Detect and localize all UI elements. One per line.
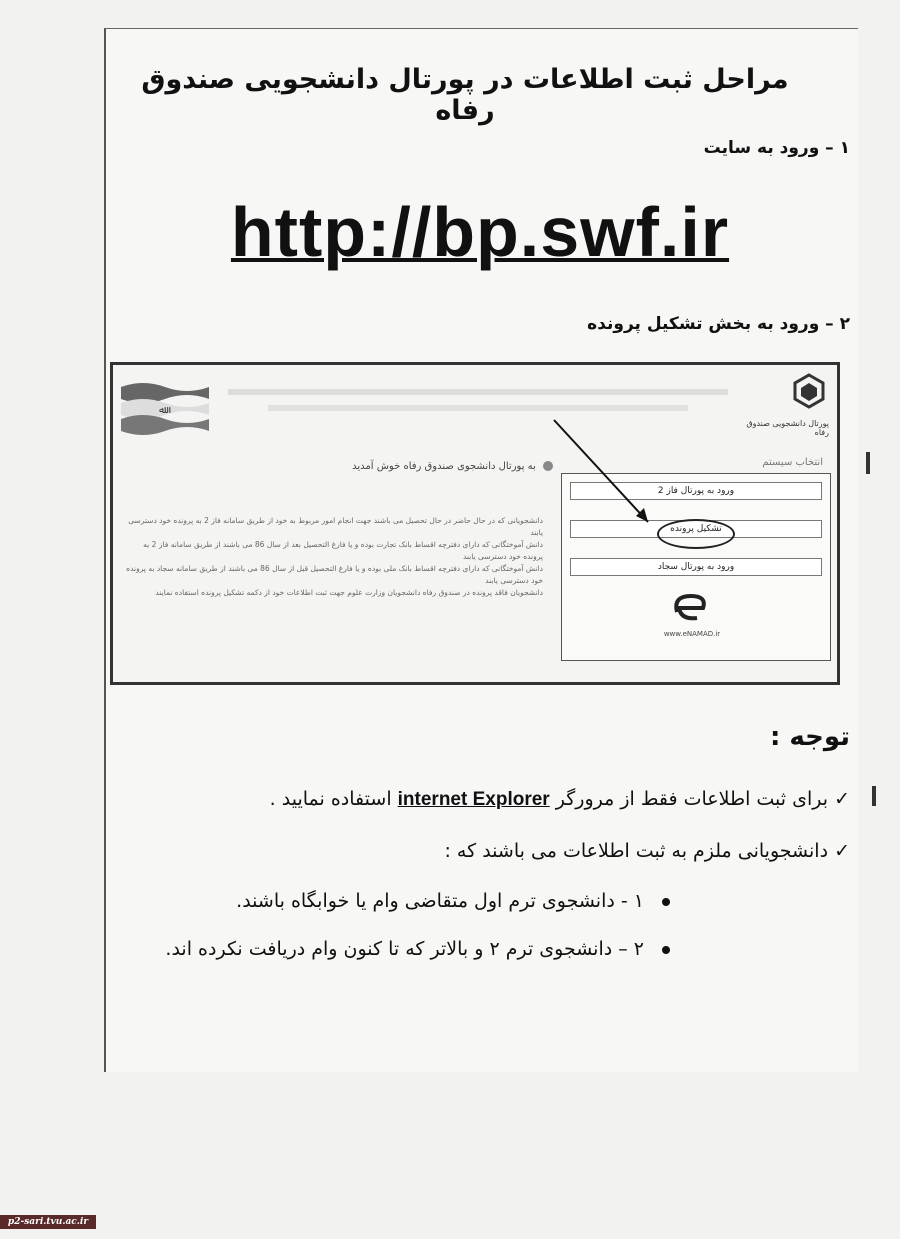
iran-flag-icon — [119, 379, 211, 439]
step1-heading: ۱ – ورود به سایت — [703, 138, 850, 158]
enamad-logo-icon — [667, 590, 717, 626]
instruction-line: دانش آموختگانی که دارای دفترچه اقساط بانک ملی بوده و یا فارغ التحصیل قبل از سال 86 می باشند از طریق سامانه سجاد به پرونده خود دسترسی یابند — [126, 564, 543, 585]
welcome-text — [203, 461, 553, 472]
requirement-item — [180, 890, 670, 912]
enamad-badge[interactable] — [642, 590, 742, 650]
fund-logo — [737, 373, 829, 437]
browser-note — [180, 788, 850, 811]
instruction-line: دانش آموختگانی که دارای دفترچه اقساط بانک تجارت بوده و یا فارغ التحصیل بعد از سال 86 می باشند از طریق سامانه فاز 2 به پرونده خود دسترسی یابند — [143, 540, 543, 561]
instruction-line: دانشجویان فاقد پرونده در صندوق رفاه دانشجویان وزارت علوم جهت ثبت اطلاعات خود از دکمه تشکیل پرونده استفاده نمایند — [155, 588, 543, 597]
required-note — [180, 840, 850, 862]
scan-mark — [872, 786, 876, 806]
welcome-label: به پورتال دانشجوی صندوق رفاه خوش آمدید — [352, 461, 536, 472]
note-heading: توجه : — [769, 722, 850, 752]
portal-phase2-button[interactable]: ورود به پورتال فاز 2 — [570, 482, 822, 500]
sajad-portal-button[interactable]: ورود به پورتال سجاد — [570, 558, 822, 576]
browser-note-post: استفاده نمایید . — [269, 788, 392, 810]
portal-instructions — [123, 515, 543, 599]
scan-mark — [866, 452, 870, 474]
site-tag[interactable]: p2-sari.tvu.ac.ir — [0, 1215, 96, 1229]
portal-screenshot — [110, 362, 840, 685]
system-select-title: انتخاب سیستم — [762, 457, 823, 468]
requirement-item — [120, 938, 670, 960]
requirement-text: ۲ – دانشجوی ترم ۲ و بالاتر که تا کنون وام دریافت نکرده اند. — [165, 938, 644, 960]
create-file-button[interactable]: تشکیل پرونده — [570, 520, 822, 538]
required-intro: دانشجویانی ملزم به ثبت اطلاعات می باشند که : — [444, 840, 829, 862]
check-icon: ✓ — [834, 788, 850, 810]
page-title: مراحل ثبت اطلاعات در پورتال دانشجویی صندوق رفاه — [141, 64, 789, 126]
svg-text:ﷲ: ﷲ — [159, 405, 165, 416]
browser-note-pre: برای ثبت اطلاعات فقط از مرورگر — [555, 788, 829, 810]
portal-url[interactable]: http://bp.swf.ir — [230, 193, 730, 271]
enamad-caption: www.eNAMAD.ir — [663, 630, 721, 638]
check-icon: ✓ — [834, 840, 850, 862]
logo-caption: پورتال دانشجویی صندوق رفاه — [746, 419, 829, 437]
pointer-arrow-icon — [540, 412, 660, 532]
step2-heading: ۲ – ورود به بخش تشکیل پرونده — [587, 314, 850, 334]
browser-name: internet Explorer — [397, 789, 550, 810]
bullet-icon — [662, 898, 670, 906]
instruction-line: دانشجویانی که در حال حاضر در حال تحصیل می باشند جهت انجام امور مربوط به خود از طریق سامانه فاز 2 به پرونده خود دسترسی یابند — [128, 516, 543, 537]
welfare-fund-logo-icon — [789, 373, 829, 413]
requirement-text: ۱ - دانشجوی ترم اول متقاضی وام یا خوابگاه باشند. — [236, 890, 644, 912]
highlight-circle — [657, 519, 735, 549]
bullet-icon — [662, 946, 670, 954]
